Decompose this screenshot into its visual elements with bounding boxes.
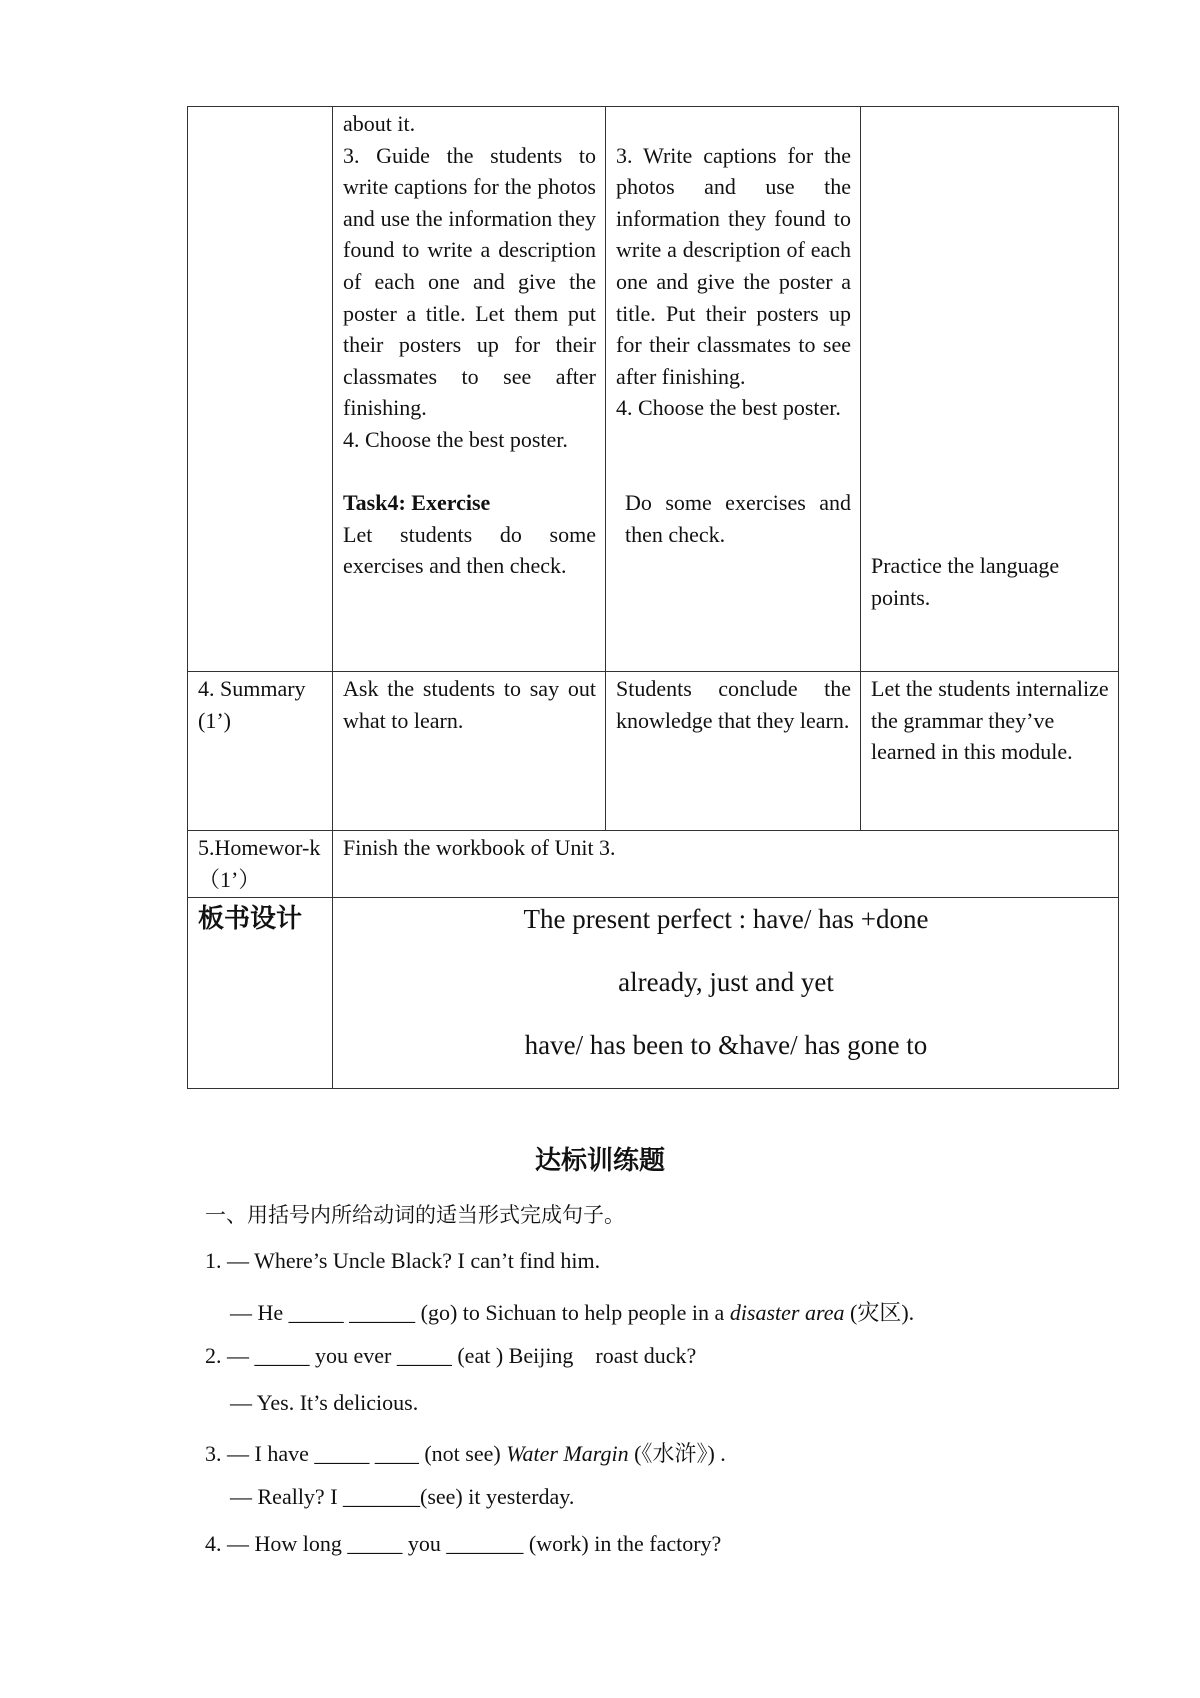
q3-a-text: 3. — I have _____ ____ (not see) xyxy=(205,1441,507,1466)
student-line: 4. Choose the best poster. xyxy=(616,395,841,421)
step-summary: 4. Summary (1’) xyxy=(188,672,333,831)
table-row-summary xyxy=(188,672,1119,831)
question-4-line-a: 4. — How long _____ you _______ (work) in the factory? xyxy=(205,1531,722,1556)
q1-b-text: — He _____ ______ (go) to Sichuan to help people in a xyxy=(230,1300,730,1325)
lesson-plan-table xyxy=(187,106,1119,1089)
board-design-content xyxy=(333,898,1119,1089)
q1-b-italic: disaster area xyxy=(729,1300,845,1325)
question-1-line-b xyxy=(230,1296,914,1327)
teacher-line: about it. xyxy=(343,111,416,136)
teacher-line: 4. Choose the best poster. xyxy=(343,426,568,452)
question-3-line-b: — Really? I _______(see) it yesterday. xyxy=(230,1484,575,1509)
teacher-task4-text: Let students do some exercises and then check. xyxy=(343,521,596,579)
task4-heading: Task4: Exercise xyxy=(343,490,491,516)
table-row-homework xyxy=(188,831,1119,898)
teacher-summary: Ask the students to say out what to learn. xyxy=(333,672,606,831)
student-line: 3. Write captions for the photos and use the information they found to write a description of each one and give the poster a title. Put their posters up for their classmates to see after finishing. xyxy=(616,142,851,389)
student-activity-cell xyxy=(606,107,861,672)
exercises-title: 达标训练题 xyxy=(534,1146,665,1176)
question-3-line-a xyxy=(205,1437,726,1468)
board-line: have/ has been to &have/ has gone to xyxy=(524,1030,928,1060)
step-homework: 5.Homewor-k（1’） xyxy=(188,831,333,898)
q3-a-italic: Water Margin xyxy=(506,1441,629,1466)
board-line: already, just and yet xyxy=(618,967,834,997)
section-heading: 一、用括号内所给动词的适当形式完成句子。 xyxy=(205,1203,625,1227)
question-1-line-a: 1. — Where’s Uncle Black? I can’t find him. xyxy=(205,1248,601,1273)
question-2-line-b: — Yes. It’s delicious. xyxy=(230,1390,419,1415)
table-row-task xyxy=(188,107,1119,672)
board-design-label: 板书设计 xyxy=(188,898,333,1089)
q1-b-text-end: (灾区). xyxy=(844,1300,915,1325)
board-line: The present perfect : have/ has +done xyxy=(523,904,929,934)
student-summary: Students conclude the knowledge that they learn. xyxy=(606,672,861,831)
q3-a-text-end: (《水浒》) . xyxy=(628,1441,726,1466)
student-task4-text: Do some exercises and then check. xyxy=(625,490,851,547)
step-cell-empty xyxy=(188,107,333,672)
teacher-line: 3. Guide the students to write captions for the photos and use the information they found to write a description of each one and give the poster a title. Let them put their posters up for their classmates to see after finishing. xyxy=(343,142,596,421)
purpose-cell xyxy=(861,107,1119,672)
question-2-line-a: 2. — _____ you ever _____ (eat ) Beijing roast duck? xyxy=(205,1343,697,1368)
purpose-summary: Let the students internalize the grammar they’ve learned in this module. xyxy=(861,672,1119,831)
teacher-activity-cell xyxy=(333,107,606,672)
table-row-board-design xyxy=(188,898,1119,1089)
homework-content: Finish the workbook of Unit 3. xyxy=(333,831,1119,898)
purpose-text: Practice the language points. xyxy=(871,553,1060,610)
